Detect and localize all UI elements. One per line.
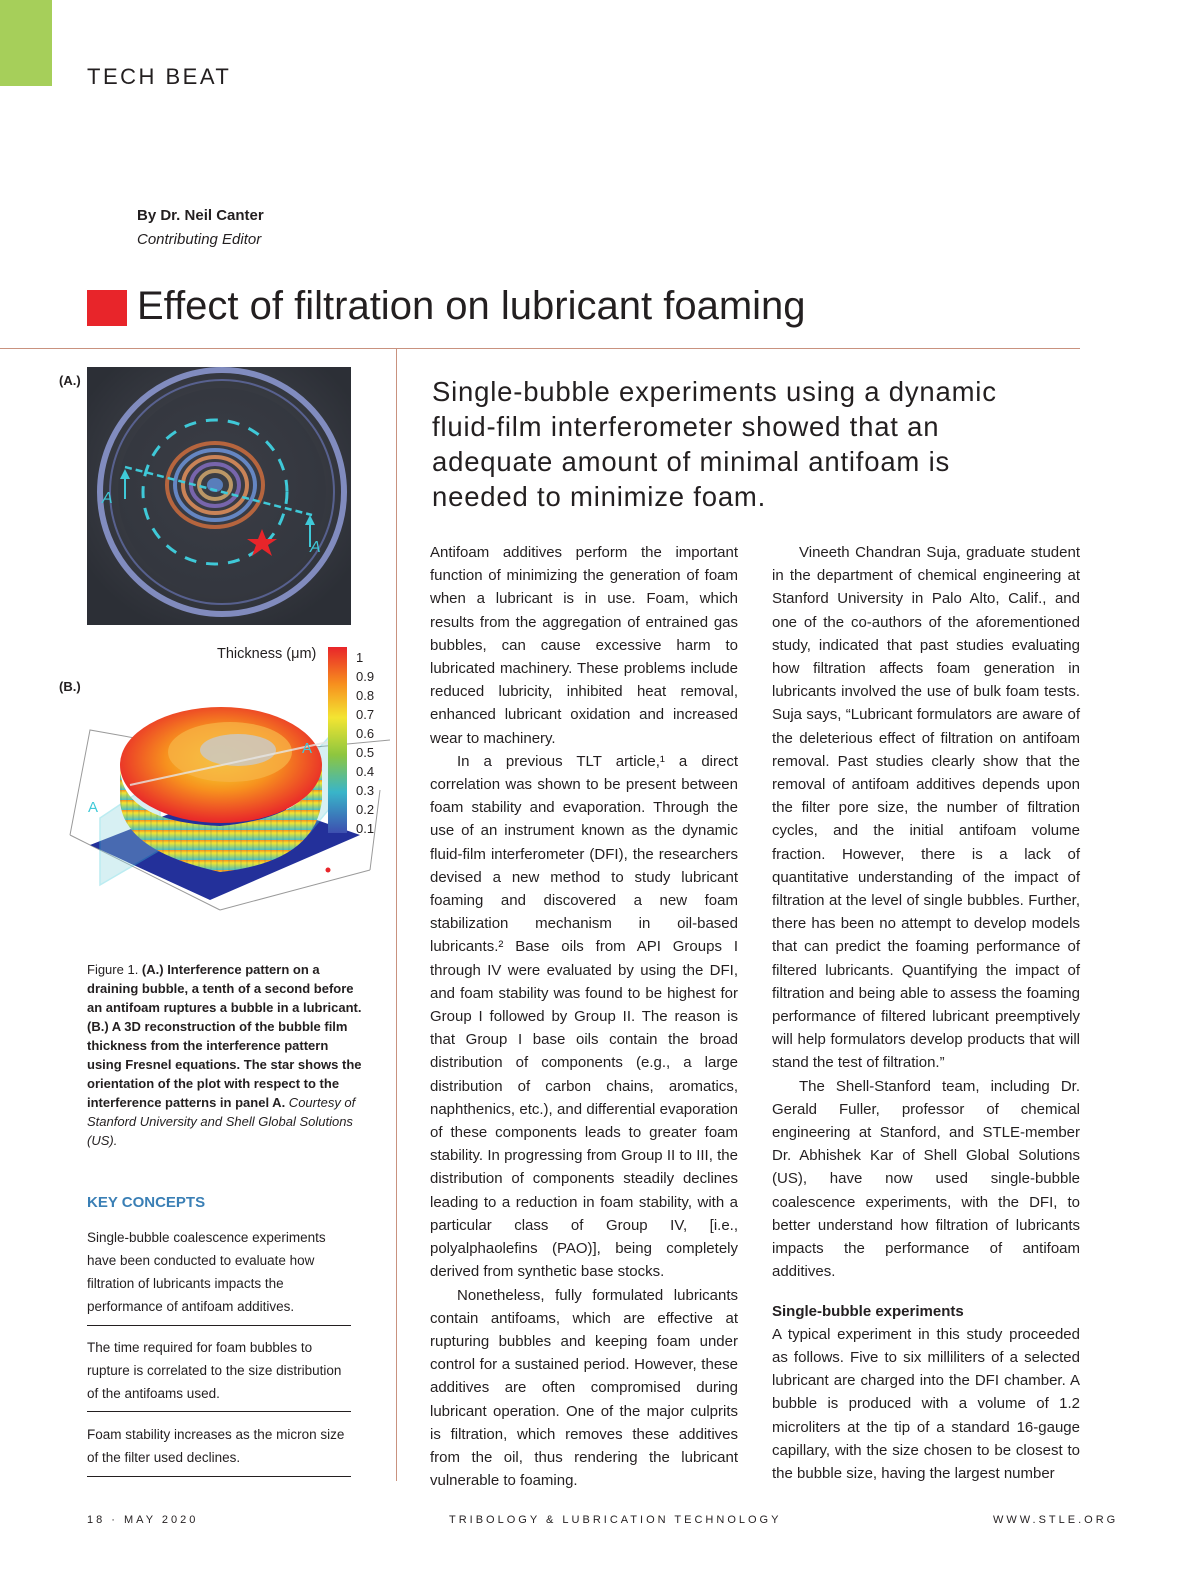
colorbar-tick-label: 0.4 xyxy=(356,764,375,779)
article-deck: Single-bubble experiments using a dynamic fluid-film interferometer showed that an adequate amount of minimal antifoam is needed to minimize foam. xyxy=(432,376,997,512)
body-column-1 xyxy=(430,541,738,1492)
caption-prefix: Figure 1. xyxy=(87,962,142,977)
body-paragraph: In a previous TLT article,¹ a direct correlation was shown to be present between foam stability and evaporation. Through the use of an instrument known as the dynamic fluid-film interferometer (DFI), the researchers devised a new method to study lubricant foaming and discovered a new foam stabilization mechanism in oil-based lubricants.² Base oils from API Groups I through IV were evaluated by using the DFI, and foam stability was found to be highest for Group I followed by Group II. The reason is that Group I base oils contain the broad distribution of components (e.g., a large distribution of carbon chains, aromatics, naphthenics, etc.), and differential evaporation of these components leads to greater foam stability. In progressing from Group II to III, the distribution of components steadily declines leading to a reduction in foam stability, with a particular class of Group IV, [i.e., polyalphaolefins (PAO)], being completely derived from synthetic base stocks. xyxy=(430,752,738,1281)
colorbar xyxy=(328,647,347,833)
key-concept-divider xyxy=(87,1325,351,1326)
key-concept-divider xyxy=(87,1411,351,1412)
colorbar-tick-label: 0.7 xyxy=(356,707,375,722)
body-paragraph: Vineeth Chandran Suja, graduate student in the department of chemical engineering at Stanford University in Palo Alto, Calif., and one of the co-authors of the aforementioned study, indicated that past studies evaluating how filtration affects foam generation in lubricants involved the use of bulk foam tests. Suja says, “Lubricant formulators are aware of the deleterious effect of filtration on antifoam removal. Past studies clearly show that the removal of antifoam additives depends upon the filter pore size, the number of filtration cycles, and the initial antifoam volume fraction. However, there is a lack of quantitative understanding of the impact of filtration at the level of single bubbles. Further, there has been no attempt to develop models that can predict the foaming performance of filtered lubricants. Quantifying the impact of filtration and being able to assess the foaming performance of filtered lubricant preemptively will help formulators develop products that will stand the test of filtration.” xyxy=(772,544,1080,1072)
star-position xyxy=(326,868,331,873)
body-paragraph: The Shell-Stanford team, including Dr. Gerald Fuller, professor of chemical engineering at Stanford, and STLE-member Dr. Abhishek Kar of Shell Global Solutions (US), have now used single-bubble coalescence experiments, with the DFI, to better understand how filtration of lubricants impacts the performance of antifoam additives. xyxy=(772,1077,1080,1281)
column-rule xyxy=(396,349,397,1481)
key-concept-item: Single-bubble coalescence experiments have been conducted to evaluate how filtration of lubricants impacts the performance of antifoam additives. xyxy=(87,1230,326,1314)
colorbar-tick-label: 0.1 xyxy=(356,821,375,836)
interference-pattern-image xyxy=(87,367,351,625)
body-paragraph: Nonetheless, fully formulated lubricants contain antifoams, which are effective at rupturing bubbles and keeping foam under control for a sustained period. However, these additives are often compromised during lubricant operation. One of the major culprits is filtration, which removes these additives from the oil, thus rendering the lubricant vulnerable to foaming. xyxy=(430,1286,738,1490)
key-concept-divider xyxy=(87,1476,351,1477)
footer-publication: TRIBOLOGY & LUBRICATION TECHNOLOGY xyxy=(449,1514,782,1526)
body-column-2 xyxy=(772,541,1080,1485)
key-concepts-heading: KEY CONCEPTS xyxy=(87,1194,206,1211)
figure-caption xyxy=(87,960,362,1150)
body-paragraph: A typical experiment in this study proceeded as follows. Five to six milliliters of a selected lubricant are charged into the DFI chamber. A bubble is produced with a volume of 1.2 microliters at the tip of a standard 16-gauge capillary, with the size chosen to be closest to the bubble size, having the largest number xyxy=(772,1325,1080,1482)
panel-a-label: (A.) xyxy=(59,373,81,388)
section-label: TECH BEAT xyxy=(87,64,232,89)
title-rule xyxy=(0,348,1080,349)
marker-a-left: A xyxy=(102,490,113,507)
interference-fringes xyxy=(167,443,263,527)
panel-b-label: (B.) xyxy=(59,679,81,694)
caption-credit: Courtesy of Stanford University and Shell Global Solutions (US). xyxy=(87,1095,356,1148)
plot-marker-a-right: A xyxy=(302,740,313,757)
marker-a-right: A xyxy=(310,539,321,556)
colorbar-tick-label: 0.2 xyxy=(356,802,375,817)
colorbar-tick-label: 0.6 xyxy=(356,726,375,741)
subheading: Single-bubble experiments xyxy=(772,1302,964,1320)
title-marker xyxy=(87,290,127,326)
body-paragraph: Antifoam additives perform the important function of minimizing the generation of foam when a lubricant is in use. Foam, which results from the aggregation of entrained gas bubbles, can cause excessive harm to lubricated machinery. These problems include reduced lubricity, inhibited heat removal, enhanced lubricant oxidation and increased wear to machinery. xyxy=(430,544,738,747)
colorbar-title: Thickness (μm) xyxy=(217,646,317,662)
colorbar-tick-label: 1 xyxy=(356,650,364,665)
colorbar-tick-label: 0.9 xyxy=(356,669,375,684)
colorbar-tick-label: 0.8 xyxy=(356,688,375,703)
key-concept-item: Foam stability increases as the micron size of the filter used declines. xyxy=(87,1427,345,1465)
article-title: Effect of filtration on lubricant foaming xyxy=(137,284,806,328)
key-concept-item: The time required for foam bubbles to rupture is correlated to the size distribution of the antifoams used. xyxy=(87,1340,342,1401)
section-tab xyxy=(0,0,52,86)
plot-marker-a-left: A xyxy=(88,799,99,816)
colorbar-tick-label: 0.3 xyxy=(356,783,375,798)
byline-role: Contributing Editor xyxy=(137,231,262,248)
caption-bold: (A.) Interference pattern on a draining bubble, a tenth of a second before an antifoam ruptures a bubble in a lubricant. (B.) A 3D reconstruction of the bubble film thickness from the interference pattern using Fresnel equations. The star shows the orientation of the plot with respect to the interference patterns in panel A. xyxy=(87,962,362,1110)
footer-website: WWW.STLE.ORG xyxy=(993,1514,1119,1526)
footer-page-date: 18 · MAY 2020 xyxy=(87,1514,199,1526)
colorbar-tick-label: 0.5 xyxy=(356,745,375,760)
thickness-3d-plot xyxy=(60,640,390,940)
byline-author: By Dr. Neil Canter xyxy=(137,207,264,224)
